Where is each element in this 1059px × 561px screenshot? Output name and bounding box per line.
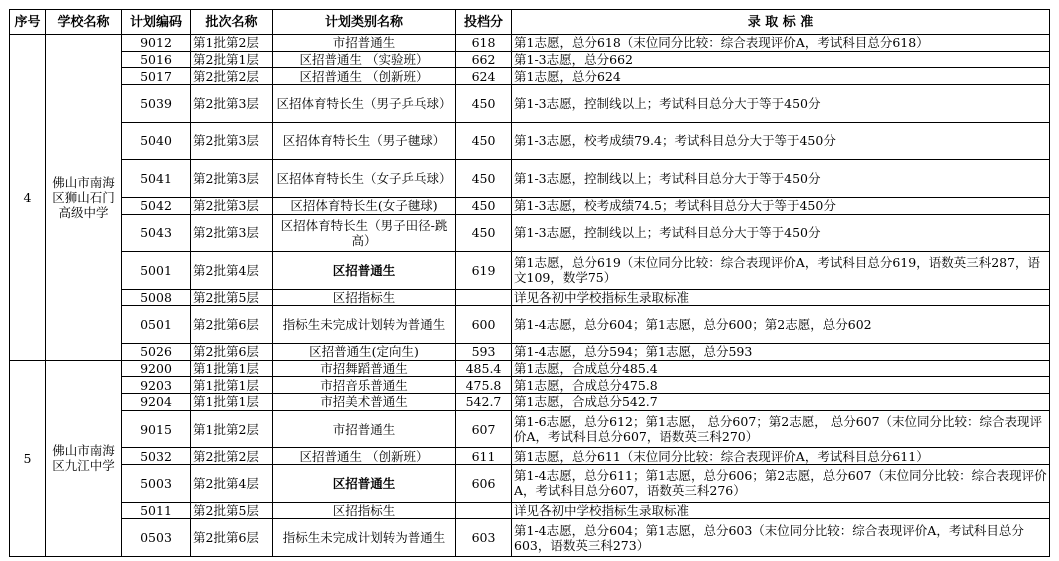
batch-cell: 第2批第4层	[191, 252, 273, 290]
standard-cell: 第1-3志愿，总分662	[512, 51, 1050, 68]
score-cell: 618	[456, 35, 512, 52]
score-cell: 450	[456, 197, 512, 214]
score-cell: 450	[456, 122, 512, 160]
standard-cell: 第1-4志愿，总分604；第1志愿，总分603（末位同分比较：综合表现评价A，考试科目总分603，语数英三科273）	[512, 519, 1050, 557]
standard-cell: 第1-3志愿，控制线以上；考试科目总分大于等于450分	[512, 85, 1050, 123]
batch-cell: 第2批第3层	[191, 122, 273, 160]
header-seq: 序号	[10, 10, 46, 35]
table-row	[10, 35, 1050, 52]
standard-cell: 第1-6志愿，总分612；第1志愿， 总分607；第2志愿， 总分607（末位同分比较：综合表现评价A，考试科目总分607，语数英三科270）	[512, 410, 1050, 448]
plan-code-cell: 5040	[122, 122, 191, 160]
table-row	[10, 197, 1050, 214]
score-cell: 450	[456, 85, 512, 123]
table-row	[10, 252, 1050, 290]
score-cell: 450	[456, 160, 512, 198]
category-cell: 指标生未完成计划转为普通生	[273, 519, 456, 557]
table-row	[10, 289, 1050, 306]
standard-cell: 第1-3志愿，校考成绩74.5；考试科目总分大于等于450分	[512, 197, 1050, 214]
plan-code-cell: 5017	[122, 68, 191, 85]
score-cell: 475.8	[456, 377, 512, 394]
table-row	[10, 160, 1050, 198]
batch-cell: 第1批第1层	[191, 377, 273, 394]
category-cell: 区招体育特长生（女子乒乓球）	[273, 160, 456, 198]
category-cell: 区招普通生	[273, 465, 456, 503]
score-cell: 600	[456, 306, 512, 344]
table-row	[10, 343, 1050, 360]
score-cell: 624	[456, 68, 512, 85]
seq-cell: 5	[10, 360, 46, 556]
plan-code-cell: 5039	[122, 85, 191, 123]
seq-cell: 4	[10, 35, 46, 361]
plan-code-cell: 9204	[122, 394, 191, 411]
table-row	[10, 410, 1050, 448]
standard-cell: 第1志愿，总分611（末位同分比较：综合表现评价A，考试科目总分611）	[512, 448, 1050, 465]
standard-cell: 第1-3志愿，控制线以上；考试科目总分大于等于450分	[512, 160, 1050, 198]
header-category: 计划类别名称	[273, 10, 456, 35]
table-row	[10, 51, 1050, 68]
category-cell: 区招普通生(定向生)	[273, 343, 456, 360]
header-batch: 批次名称	[191, 10, 273, 35]
category-cell: 区招普通生 （创新班）	[273, 68, 456, 85]
admission-table	[9, 9, 1050, 557]
standard-cell: 第1志愿，总分624	[512, 68, 1050, 85]
table-row	[10, 85, 1050, 123]
table-body	[10, 35, 1050, 557]
table-row	[10, 448, 1050, 465]
category-cell: 市招舞蹈普通生	[273, 360, 456, 377]
batch-cell: 第2批第6层	[191, 519, 273, 557]
batch-cell: 第2批第4层	[191, 465, 273, 503]
category-cell: 区招体育特长生（男子毽球）	[273, 122, 456, 160]
plan-code-cell: 5032	[122, 448, 191, 465]
batch-cell: 第2批第3层	[191, 85, 273, 123]
standard-cell: 详见各初中学校指标生录取标准	[512, 289, 1050, 306]
score-cell	[456, 289, 512, 306]
batch-cell: 第1批第1层	[191, 360, 273, 377]
category-cell: 区招普通生 （实验班）	[273, 51, 456, 68]
table-row	[10, 394, 1050, 411]
category-cell: 区招指标生	[273, 289, 456, 306]
table-row	[10, 519, 1050, 557]
header-row	[10, 10, 1050, 35]
category-cell: 区招普通生 （创新班）	[273, 448, 456, 465]
plan-code-cell: 9200	[122, 360, 191, 377]
standard-cell: 第1-4志愿，总分604；第1志愿，总分600；第2志愿，总分602	[512, 306, 1050, 344]
batch-cell: 第2批第5层	[191, 502, 273, 519]
category-cell: 指标生未完成计划转为普通生	[273, 306, 456, 344]
batch-cell: 第1批第1层	[191, 394, 273, 411]
table-row	[10, 306, 1050, 344]
batch-cell: 第1批第2层	[191, 410, 273, 448]
table-row	[10, 465, 1050, 503]
school-name-cell: 佛山市南海区狮山石门高级中学	[46, 35, 122, 361]
category-cell: 区招普通生	[273, 252, 456, 290]
standard-cell: 第1志愿，合成总分542.7	[512, 394, 1050, 411]
standard-cell: 详见各初中学校指标生录取标准	[512, 502, 1050, 519]
header-code: 计划编码	[122, 10, 191, 35]
school-name-cell: 佛山市南海区九江中学	[46, 360, 122, 556]
plan-code-cell: 9203	[122, 377, 191, 394]
standard-cell: 第1志愿，总分619（末位同分比较：综合表现评价A，考试科目总分619，语数英三科287，语文109，数学75）	[512, 252, 1050, 290]
score-cell: 542.7	[456, 394, 512, 411]
plan-code-cell: 5042	[122, 197, 191, 214]
batch-cell: 第2批第3层	[191, 160, 273, 198]
plan-code-cell: 0501	[122, 306, 191, 344]
score-cell: 450	[456, 214, 512, 252]
standard-cell: 第1-4志愿，总分594；第1志愿，总分593	[512, 343, 1050, 360]
standard-cell: 第1志愿，总分618（末位同分比较：综合表现评价A，考试科目总分618）	[512, 35, 1050, 52]
category-cell: 市招普通生	[273, 35, 456, 52]
score-cell: 603	[456, 519, 512, 557]
category-cell: 区招体育特长生（男子乒乓球）	[273, 85, 456, 123]
batch-cell: 第2批第3层	[191, 214, 273, 252]
plan-code-cell: 9012	[122, 35, 191, 52]
plan-code-cell: 5026	[122, 343, 191, 360]
score-cell	[456, 502, 512, 519]
category-cell: 区招体育特长生(女子毽球)	[273, 197, 456, 214]
batch-cell: 第2批第2层	[191, 68, 273, 85]
plan-code-cell: 5016	[122, 51, 191, 68]
category-cell: 区招体育特长生（男子田径-跳高）	[273, 214, 456, 252]
header-standard: 录 取 标 准	[512, 10, 1050, 35]
standard-cell: 第1-3志愿，控制线以上；考试科目总分大于等于450分	[512, 214, 1050, 252]
score-cell: 593	[456, 343, 512, 360]
category-cell: 市招美术普通生	[273, 394, 456, 411]
batch-cell: 第2批第6层	[191, 306, 273, 344]
batch-cell: 第2批第2层	[191, 448, 273, 465]
score-cell: 662	[456, 51, 512, 68]
plan-code-cell: 5008	[122, 289, 191, 306]
plan-code-cell: 5043	[122, 214, 191, 252]
header-school: 学校名称	[46, 10, 122, 35]
standard-cell: 第1-4志愿，总分611；第1志愿，总分606；第2志愿，总分607（末位同分比较：综合表现评价A，考试科目总分607，语数英三科276）	[512, 465, 1050, 503]
score-cell: 606	[456, 465, 512, 503]
table-row	[10, 122, 1050, 160]
plan-code-cell: 5041	[122, 160, 191, 198]
plan-code-cell: 9015	[122, 410, 191, 448]
batch-cell: 第1批第2层	[191, 35, 273, 52]
score-cell: 619	[456, 252, 512, 290]
standard-cell: 第1志愿，合成总分475.8	[512, 377, 1050, 394]
category-cell: 市招音乐普通生	[273, 377, 456, 394]
standard-cell: 第1-3志愿，校考成绩79.4；考试科目总分大于等于450分	[512, 122, 1050, 160]
score-cell: 485.4	[456, 360, 512, 377]
batch-cell: 第2批第3层	[191, 197, 273, 214]
batch-cell: 第2批第5层	[191, 289, 273, 306]
table-row	[10, 68, 1050, 85]
plan-code-cell: 0503	[122, 519, 191, 557]
score-cell: 611	[456, 448, 512, 465]
plan-code-cell: 5011	[122, 502, 191, 519]
table-row	[10, 377, 1050, 394]
category-cell: 市招普通生	[273, 410, 456, 448]
table-row	[10, 502, 1050, 519]
standard-cell: 第1志愿，合成总分485.4	[512, 360, 1050, 377]
plan-code-cell: 5003	[122, 465, 191, 503]
category-cell: 区招指标生	[273, 502, 456, 519]
batch-cell: 第2批第1层	[191, 51, 273, 68]
batch-cell: 第2批第6层	[191, 343, 273, 360]
header-score: 投档分	[456, 10, 512, 35]
table-row	[10, 214, 1050, 252]
plan-code-cell: 5001	[122, 252, 191, 290]
score-cell: 607	[456, 410, 512, 448]
table-row	[10, 360, 1050, 377]
